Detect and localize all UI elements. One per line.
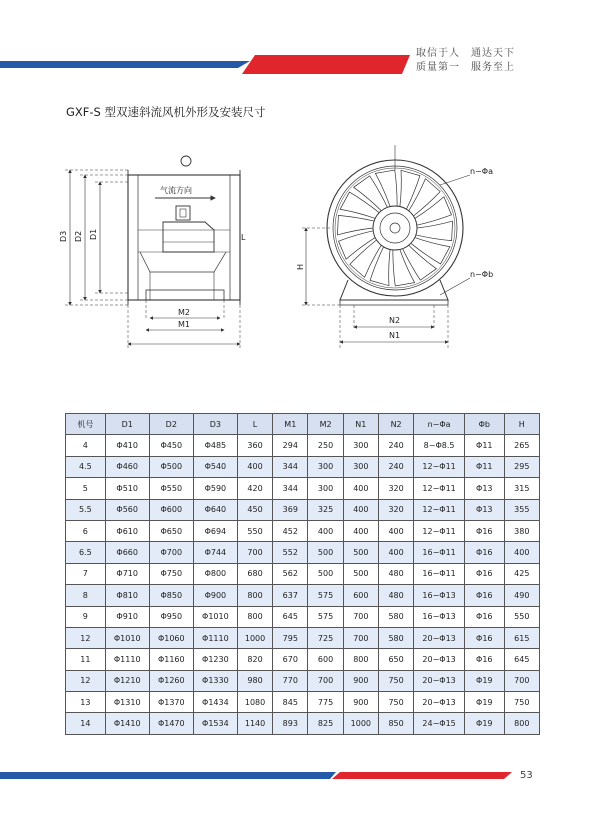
table-cell: Φ1110 [105, 649, 149, 670]
table-cell: Φ910 [105, 606, 149, 627]
label-n-phi-a: n−Φa [470, 167, 493, 176]
table-cell: 369 [273, 499, 308, 520]
table-cell: Φ11 [464, 435, 504, 456]
table-cell: Φ16 [464, 542, 504, 563]
lifting-eye [181, 156, 191, 166]
impeller-blade [370, 247, 390, 286]
table-cell: Φ590 [193, 478, 237, 499]
table-cell: Φ540 [193, 456, 237, 477]
table-cell: 320 [378, 478, 413, 499]
table-row [66, 520, 540, 541]
table-cell: 355 [504, 499, 539, 520]
table-cell: 490 [504, 585, 539, 606]
table-cell: 750 [504, 692, 539, 713]
table-cell: 294 [273, 435, 308, 456]
table-cell: 20−Φ13 [414, 627, 465, 648]
table-cell: Φ1370 [149, 692, 193, 713]
header-cell: M2 [308, 414, 343, 435]
impeller-hub [373, 206, 417, 250]
table-cell: Φ13 [464, 499, 504, 520]
header-blue-stripe [0, 61, 250, 68]
table-row [66, 692, 540, 713]
table-cell: Φ460 [105, 456, 149, 477]
table-cell: Φ1310 [105, 692, 149, 713]
spec-table [65, 413, 540, 735]
table-cell: 900 [343, 670, 378, 691]
table-cell: 5 [66, 478, 106, 499]
table-cell: 20−Φ13 [414, 649, 465, 670]
header-cell: D3 [193, 414, 237, 435]
side-view-drawing [59, 156, 246, 348]
table-row [66, 649, 540, 670]
dim-label-h: H [296, 263, 305, 270]
motor-block [176, 206, 190, 220]
dim-label-n1: N1 [389, 331, 401, 340]
table-cell: Φ900 [193, 585, 237, 606]
table-cell: 12−Φ11 [414, 520, 465, 541]
table-row [66, 585, 540, 606]
table-cell: Φ710 [105, 563, 149, 584]
table-cell: 550 [504, 606, 539, 627]
table-cell: 500 [343, 563, 378, 584]
table-cell: 800 [237, 606, 272, 627]
table-cell: 325 [308, 499, 343, 520]
impeller-blade [415, 197, 452, 225]
table-cell: 900 [343, 692, 378, 713]
table-cell: Φ1330 [193, 670, 237, 691]
table-cell: 12−Φ11 [414, 499, 465, 520]
impeller-blade [411, 238, 450, 264]
table-cell: 800 [504, 713, 539, 734]
footer-stripes [0, 770, 600, 790]
header-cell: H [504, 414, 539, 435]
table-cell: Φ16 [464, 520, 504, 541]
table-row [66, 478, 540, 499]
impeller-blade [393, 249, 415, 286]
table-cell: 240 [378, 435, 413, 456]
table-cell: 300 [343, 435, 378, 456]
header-cell: 机号 [66, 414, 106, 435]
table-cell: 820 [237, 649, 272, 670]
table-cell: Φ550 [149, 478, 193, 499]
table-cell: Φ16 [464, 585, 504, 606]
table-cell: 4.5 [66, 456, 106, 477]
table-cell: Φ19 [464, 670, 504, 691]
table-cell: 795 [273, 627, 308, 648]
table-cell: 700 [504, 670, 539, 691]
table-cell: 1000 [237, 627, 272, 648]
table-cell: 575 [308, 606, 343, 627]
table-cell: 380 [504, 520, 539, 541]
table-cell: 980 [237, 670, 272, 691]
table-row [66, 499, 540, 520]
impeller-blade [400, 170, 420, 209]
table-cell: Φ694 [193, 520, 237, 541]
front-view-drawing [296, 145, 493, 348]
dim-label-n2: N2 [389, 316, 401, 325]
table-cell: 800 [237, 585, 272, 606]
airflow-direction-label: 气流方向 [160, 186, 192, 195]
outer-flange-circle [327, 160, 463, 296]
table-row [66, 606, 540, 627]
header-cell: n−Φa [414, 414, 465, 435]
table-cell: 16−Φ11 [414, 563, 465, 584]
table-cell: 580 [378, 606, 413, 627]
table-header-row [66, 414, 540, 435]
table-cell: Φ16 [464, 649, 504, 670]
table-row [66, 563, 540, 584]
table-cell: 250 [308, 435, 343, 456]
table-cell: 580 [378, 627, 413, 648]
table-cell: 425 [504, 563, 539, 584]
table-cell: 12−Φ11 [414, 478, 465, 499]
impeller-blade [354, 176, 388, 211]
table-cell: 500 [308, 563, 343, 584]
table-cell: 750 [378, 692, 413, 713]
dim-label-l: L [241, 233, 246, 242]
table-cell: 6.5 [66, 542, 106, 563]
fan-drawings [0, 130, 600, 360]
table-cell: Φ610 [105, 520, 149, 541]
table-cell: 8−Φ8.5 [414, 435, 465, 456]
impeller-blade [403, 245, 437, 280]
slogan-line-2: 质量第一 服务至上 [416, 62, 515, 73]
table-cell: 400 [378, 542, 413, 563]
table-cell: Φ16 [464, 606, 504, 627]
table-cell: Φ850 [149, 585, 193, 606]
table-cell: 562 [273, 563, 308, 584]
table-cell: 615 [504, 627, 539, 648]
table-cell: 360 [237, 435, 272, 456]
table-cell: Φ1470 [149, 713, 193, 734]
header-cell: M1 [273, 414, 308, 435]
table-cell: 1080 [237, 692, 272, 713]
table-cell: 637 [273, 585, 308, 606]
table-cell: 1140 [237, 713, 272, 734]
table-cell: Φ500 [149, 456, 193, 477]
table-cell: 420 [237, 478, 272, 499]
table-cell: 725 [308, 627, 343, 648]
header-cell: N2 [378, 414, 413, 435]
footer-red-stripe [332, 772, 512, 779]
table-row [66, 713, 540, 734]
table-cell: Φ650 [149, 520, 193, 541]
table-body [66, 435, 540, 734]
table-cell: 12 [66, 627, 106, 648]
table-cell: 8 [66, 585, 106, 606]
table-cell: 344 [273, 478, 308, 499]
page-number: 53 [520, 770, 533, 781]
table-cell: 552 [273, 542, 308, 563]
dim-label-d2: D2 [74, 230, 83, 242]
table-cell: 480 [378, 585, 413, 606]
table-cell: 480 [378, 563, 413, 584]
table-cell: Φ1534 [193, 713, 237, 734]
table-cell: Φ1110 [193, 627, 237, 648]
table-cell: 450 [237, 499, 272, 520]
table-cell: 700 [237, 542, 272, 563]
table-cell: 344 [273, 456, 308, 477]
table-cell: 265 [504, 435, 539, 456]
header-cell: L [237, 414, 272, 435]
table-cell: 13 [66, 692, 106, 713]
label-n-phi-b: n−Φb [470, 270, 494, 279]
table-cell: 320 [378, 499, 413, 520]
table-cell: Φ744 [193, 542, 237, 563]
table-cell: 750 [378, 670, 413, 691]
table-cell: 400 [237, 456, 272, 477]
table-row [66, 435, 540, 456]
table-cell: 300 [343, 456, 378, 477]
table-cell: 400 [343, 520, 378, 541]
table-cell: 9 [66, 606, 106, 627]
table-row [66, 456, 540, 477]
table-cell: 24−Φ15 [414, 713, 465, 734]
table-cell: 645 [273, 606, 308, 627]
table-cell: 295 [504, 456, 539, 477]
table-cell: Φ13 [464, 478, 504, 499]
table-cell: 400 [308, 520, 343, 541]
table-cell: Φ1410 [105, 713, 149, 734]
table-row [66, 542, 540, 563]
header-cell: Φb [464, 414, 504, 435]
table-cell: 700 [343, 606, 378, 627]
dim-label-d1: D1 [89, 228, 98, 240]
table-cell: 770 [273, 670, 308, 691]
table-cell: 20−Φ13 [414, 670, 465, 691]
table-cell: Φ1010 [105, 627, 149, 648]
table-cell: 800 [343, 649, 378, 670]
table-cell: 14 [66, 713, 106, 734]
table-cell: Φ16 [464, 563, 504, 584]
impeller-blade [409, 179, 440, 216]
table-cell: 825 [308, 713, 343, 734]
table-cell: 315 [504, 478, 539, 499]
table-cell: 7 [66, 563, 106, 584]
table-cell: Φ1160 [149, 649, 193, 670]
table-cell: Φ450 [149, 435, 193, 456]
impeller-blade [375, 170, 397, 207]
page-title: GXF-S 型双速斜流风机外形及安装尺寸 [66, 105, 266, 119]
table-row [66, 670, 540, 691]
table-cell: 775 [308, 692, 343, 713]
table-cell: 845 [273, 692, 308, 713]
table-cell: Φ950 [149, 606, 193, 627]
table-cell: 5.5 [66, 499, 106, 520]
table-cell: 600 [343, 585, 378, 606]
table-cell: 4 [66, 435, 106, 456]
table-cell: 500 [308, 542, 343, 563]
table-cell: Φ19 [464, 692, 504, 713]
table-cell: 12−Φ11 [414, 456, 465, 477]
table-cell: 700 [308, 670, 343, 691]
slogan-line-1: 取信于人 通达天下 [416, 48, 515, 59]
table-cell: 400 [504, 542, 539, 563]
table-cell: Φ19 [464, 713, 504, 734]
table-cell: Φ660 [105, 542, 149, 563]
table-cell: 6 [66, 520, 106, 541]
header-cell: D1 [105, 414, 149, 435]
table-cell: 400 [378, 520, 413, 541]
table-cell: 850 [378, 713, 413, 734]
table-cell: Φ485 [193, 435, 237, 456]
table-cell: 575 [308, 585, 343, 606]
table-cell: 452 [273, 520, 308, 541]
table-cell: 300 [308, 456, 343, 477]
table-cell: 300 [308, 478, 343, 499]
table-cell: 20−Φ13 [414, 692, 465, 713]
table-cell: Φ1260 [149, 670, 193, 691]
table-cell: 650 [378, 649, 413, 670]
table-cell: 550 [237, 520, 272, 541]
dim-label-d3: D3 [59, 230, 68, 242]
table-cell: 400 [343, 478, 378, 499]
table-cell: 600 [308, 649, 343, 670]
table-cell: 240 [378, 456, 413, 477]
table-cell: Φ410 [105, 435, 149, 456]
table-cell: Φ640 [193, 499, 237, 520]
table-cell: 12 [66, 670, 106, 691]
impeller-blade [340, 192, 379, 218]
table-cell: Φ1434 [193, 692, 237, 713]
dim-label-m2: M2 [178, 308, 190, 317]
table-cell: Φ600 [149, 499, 193, 520]
table-cell: 670 [273, 649, 308, 670]
table-cell: 16−Φ13 [414, 585, 465, 606]
table-cell: 400 [343, 499, 378, 520]
table-cell: 16−Φ13 [414, 606, 465, 627]
footer-blue-stripe [0, 772, 336, 779]
table-cell: Φ810 [105, 585, 149, 606]
table-cell: 680 [237, 563, 272, 584]
table-cell: Φ1060 [149, 627, 193, 648]
table-cell: Φ750 [149, 563, 193, 584]
table-row [66, 627, 540, 648]
impeller-blade [350, 240, 381, 277]
table-cell: 645 [504, 649, 539, 670]
table-cell: Φ1230 [193, 649, 237, 670]
table-cell: Φ510 [105, 478, 149, 499]
table-cell: 11 [66, 649, 106, 670]
dim-label-m1: M1 [178, 320, 190, 329]
table-cell: 500 [343, 542, 378, 563]
header-cell: N1 [343, 414, 378, 435]
table-cell: Φ560 [105, 499, 149, 520]
table-cell: Φ11 [464, 456, 504, 477]
table-cell: 893 [273, 713, 308, 734]
table-cell: 16−Φ11 [414, 542, 465, 563]
impeller-blade [339, 231, 376, 259]
table-cell: 700 [343, 627, 378, 648]
header-cell: D2 [149, 414, 193, 435]
table-cell: 1000 [343, 713, 378, 734]
table-cell: Φ1210 [105, 670, 149, 691]
table-cell: Φ16 [464, 627, 504, 648]
table-cell: Φ800 [193, 563, 237, 584]
header-red-stripe [242, 55, 410, 74]
table-cell: Φ1010 [193, 606, 237, 627]
table-cell: Φ700 [149, 542, 193, 563]
